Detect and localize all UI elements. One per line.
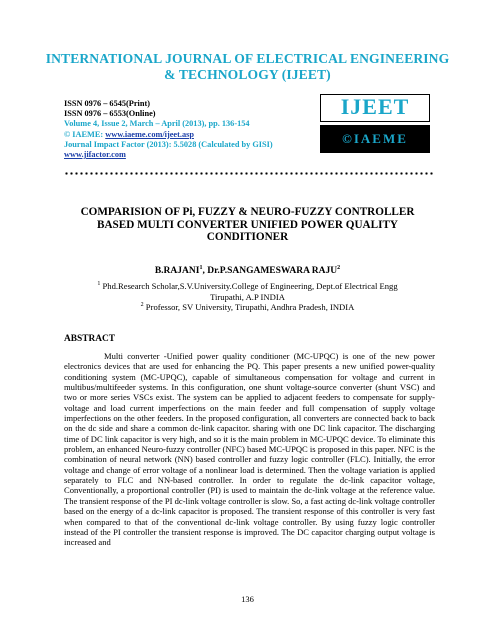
author-2-sup: 2 — [337, 264, 341, 271]
affiliations — [60, 281, 435, 313]
issn-online: ISSN 0976 – 6553(Online) — [64, 109, 156, 119]
author-1: B.RAJANI — [154, 266, 200, 276]
iaeme-line — [64, 130, 273, 140]
ijeet-logo-text: IJEET — [340, 94, 410, 119]
affiliation-1-line2: Tirupathi, A.P INDIA — [210, 291, 285, 302]
paper-title — [60, 206, 435, 244]
volume-info: Volume 4, Issue 2, March – April (2013), pp. 136-154 — [64, 119, 250, 129]
affiliation-2-sup: 2 — [140, 302, 144, 309]
iaeme-logo-text: ©IAEME — [342, 131, 408, 146]
page-number: 136 — [241, 594, 254, 604]
affiliation-2 — [60, 302, 435, 313]
dotted-divider — [64, 172, 434, 175]
journal-title-line1: INTERNATIONAL JOURNAL OF ELECTRICAL ENGINEERING — [45, 51, 450, 66]
abstract-heading: ABSTRACT — [64, 334, 116, 344]
paper-title-line1: COMPARISION OF Pi, FUZZY & NEURO-FUZZY CONTROLLER — [80, 206, 415, 218]
affiliation-2-text: Professor, SV University, Tirupathi, Andhra Pradesh, INDIA — [143, 302, 355, 313]
author-2: , Dr.P.SANGAMESWARA RAJU — [202, 266, 338, 276]
iaeme-logo — [320, 125, 430, 153]
affiliation-1 — [60, 281, 435, 292]
abstract-body: Multi converter -Unified power quality conditioner (MC-UPQC) is one of the new power electronics devices that are used for enhancing the PQ. This paper presents a new unified power-quality conditioning system (MC-UPQC), capable of simultaneous compensation for voltage and current in multibus/multifeeder systems. In this configuration, one shunt voltage-source converter (shunt VSC) and two or more series VSCs exist. The system can be applied to adjacent feeders to compensate for supply-voltage and load current imperfections on the main feeder and full compensation of supply voltage imperfections on the other feeders. In the proposed configuration, all converters are connected back to back on the dc side and share a common dc-link capacitor. sharing with one DC link capacitor. The discharging time of DC link capacitor is very high, and so it is the main problem in MC-UPQC device. To eliminate this problem, an enhanced Neuro-fuzzy controller (NFC) based MC-UPQC is proposed in this paper. NFC is the combination of neural network (NN) based controller and fuzzy logic controller (FLC). Initially, the error voltage and change of error voltage of a nonlinear load is determined. Then the voltage variation is applied separately to FLC and NN-based controller. In order to regulate the dc-link capacitor voltage, Conventionally, a proportional controller (PI) is used to maintain the dc-link voltage at the reference value. The transient response of the PI dc-link voltage controller is slow. So, a fast acting dc-link voltage controller based on the energy of a dc-link capacitor is proposed. The transient response of this controller is very fast when compared to that of the conventional dc-link voltage controller. By using fuzzy logic controller instead of the PI controller the transient response is improved. The DC capacitor charging output voltage is increased and — [64, 351, 435, 548]
paper-title-line2: BASED MULTI CONVERTER UNIFIED POWER QUALITY — [97, 218, 398, 231]
authors — [60, 266, 435, 276]
journal-meta — [64, 99, 273, 160]
iaeme-prefix: © IAEME: — [64, 129, 106, 139]
ijeet-logo — [320, 94, 430, 122]
issn-print: ISSN 0976 – 6545(Print) — [64, 99, 150, 108]
iaeme-link[interactable]: www.iaeme.com/ijeet.asp — [105, 129, 194, 139]
affiliation-1-sup: 1 — [97, 281, 101, 288]
journal-title — [40, 51, 455, 83]
affiliation-1-line1: Phd.Research Scholar,S.V.University.College of Engineering, Dept.of Electrical Engg — [100, 281, 398, 291]
journal-title-line2: & TECHNOLOGY (IJEET) — [164, 67, 331, 82]
impact-factor: Journal Impact Factor (2013): 5.5028 (Calculated by GISI) — [64, 139, 273, 149]
jifactor-link[interactable]: www.jifactor.com — [64, 150, 126, 160]
paper-title-line3: CONDITIONER — [206, 231, 289, 243]
author-1-sup: 1 — [199, 264, 203, 271]
